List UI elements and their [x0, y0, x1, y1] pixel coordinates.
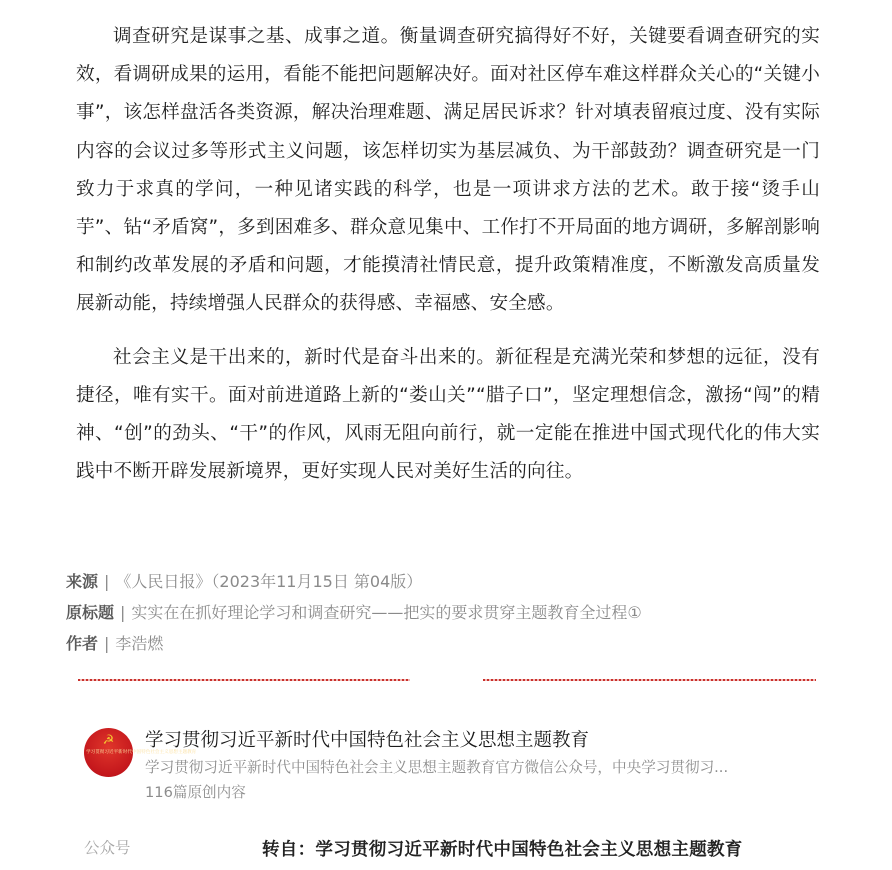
separator: | [104, 572, 110, 591]
account-card[interactable] [84, 724, 804, 804]
source-value: 《人民日报》（2023年11月15日 第04版） [115, 572, 423, 591]
repost-source: 转自：学习贯彻习近平新时代中国特色社会主义思想主题教育 [262, 840, 743, 860]
author-value: 李浩燃 [115, 634, 164, 653]
original-title-row [66, 597, 826, 628]
separator: | [120, 603, 126, 622]
author-label: 作者 [66, 634, 99, 653]
account-logo[interactable] [84, 728, 197, 777]
divider-right [483, 678, 816, 682]
original-count: 116篇原创内容 [145, 784, 246, 801]
author-row [66, 628, 826, 659]
source-label: 来源 [66, 572, 99, 591]
original-title-value: 实实在在抓好理论学习和调查研究——把实的要求贯穿主题教育全过程① [131, 603, 642, 622]
source-row [66, 566, 826, 597]
article-paragraph: 调查研究是谋事之基、成事之道。衡量调查研究搞得好不好，关键要看调查研究的实效，看调研成果的运用，看能不能把问题解决好。面对社区停车难这样群众关心的“关键小事”，该怎样盘活各类资源，解决治理难题、满足居民诉求？针对填表留痕过度、没有实际内容的会议过多等形式主义问题，该怎样切实为基层减负、为干部鼓劲？调查研究是一门致力于求真的学问，一种见诸实践的科学，也是一项讲求方法的艺术。敢于接“烫手山芋”、钻“矛盾窝”，多到困难多、群众意见集中、工作打不开局面的地方调研，多解剖影响和制约改革发展的矛盾和问题，才能摸清社情民意，提升政策精准度，不断激发高质量发展新动能，持续增强人民群众的获得感、幸福感、安全感。 [76, 26, 820, 315]
divider-left [78, 678, 410, 682]
article-meta [66, 566, 826, 659]
party-emblem-icon: ☭ [102, 733, 115, 748]
account-type-label: 公众号 [84, 839, 131, 857]
article-paragraph: 社会主义是干出来的，新时代是奋斗出来的。新征程是充满光荣和梦想的远征，没有捷径，唯有实干。面对前进道路上新的“娄山关”“腊子口”，坚定理想信念，激扬“闯”的精神、“创”的劲头、“干”的作风，风雨无阻向前行，就一定能在推进中国式现代化的伟大实践中不断开辟发展新境界，更好实现人民对美好生活的向往。 [76, 346, 820, 483]
original-title-label: 原标题 [66, 603, 115, 622]
logo-text: 学习贯彻习近平新时代中国特色社会主义思想主题教育 [86, 750, 197, 755]
account-name[interactable]: 学习贯彻习近平新时代中国特色社会主义思想主题教育 [145, 730, 590, 751]
article-body [76, 18, 820, 506]
separator: | [104, 634, 110, 653]
account-description: 学习贯彻习近平新时代中国特色社会主义思想主题教育官方微信公众号，中央学习贯彻习... [145, 759, 729, 776]
